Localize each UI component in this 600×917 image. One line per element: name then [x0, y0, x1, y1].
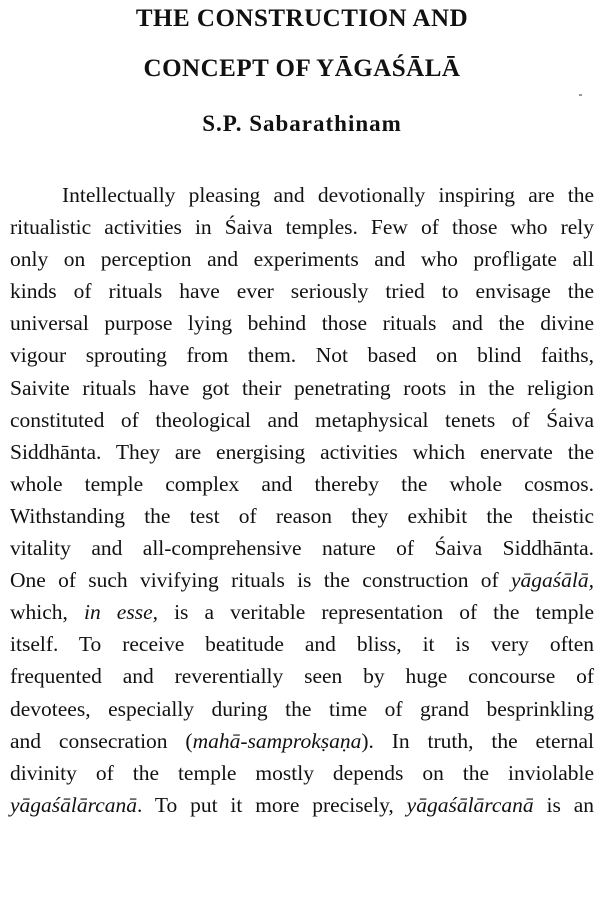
text-line: devotees, especially during the time of grand besprinkling: [10, 696, 594, 721]
text-fragment: ). In truth, the eternal: [361, 728, 594, 753]
text-fragment: is a veritable representation of the temple: [174, 600, 595, 625]
page-speck: [579, 94, 582, 96]
text-line: [10, 725, 594, 757]
text-line: Withstanding the test of reason they exhibit the theistic: [10, 503, 594, 528]
text-line: [10, 789, 594, 821]
text-line: universal purpose lying behind those rituals and the divine: [10, 311, 594, 336]
text-fragment: is an: [546, 792, 595, 817]
text-line: vitality and all-comprehensive nature of Śaiva Siddhānta.: [10, 536, 594, 561]
text-line: Saivite rituals have got their penetrating roots in the religion: [10, 375, 594, 400]
text-fragment: and consecration (: [10, 728, 193, 753]
chapter-title: [10, 0, 594, 94]
text-line: itself. To receive beatitude and bliss, it is very often: [10, 632, 594, 657]
italic-term: in esse,: [84, 600, 158, 625]
body-paragraph: [10, 179, 594, 821]
text-line: [10, 596, 594, 628]
text-line: frequented and reverentially seen by huge concourse of: [10, 664, 594, 689]
text-line: ritualistic activities in Śaiva temples. Few of those who rely: [10, 215, 594, 240]
text-line: constituted of theological and metaphysical tenets of Śaiva: [10, 407, 594, 432]
text-fragment: which,: [10, 600, 68, 625]
text-line: divinity of the temple mostly depends on the inviolable: [10, 760, 594, 785]
text-line: Intellectually pleasing and devotionally inspiring are the: [62, 183, 594, 207]
text-line: only on perception and experiments and who profligate all: [10, 247, 594, 272]
text-line: whole temple complex and thereby the whole cosmos.: [10, 471, 594, 496]
italic-term: mahā-samprokṣaṇa: [192, 728, 362, 753]
italic-term: yāgaśālārcanā: [10, 792, 137, 817]
text-line: [10, 564, 594, 596]
text-line: kinds of rituals have ever seriously tried to envisage the: [10, 279, 594, 304]
text-line: vigour sprouting from them. Not based on blind faiths,: [10, 343, 594, 368]
chapter-title-line-2: CONCEPT OF YĀGAŚĀLĀ: [143, 55, 461, 82]
italic-term: yāgaśālārcanā: [406, 792, 534, 817]
italic-term: yāgaśālā,: [510, 568, 594, 593]
chapter-title-line-1: THE CONSTRUCTION AND: [135, 5, 469, 32]
text-fragment: One of such vivifying rituals is the construction of: [10, 568, 499, 593]
text-line: Siddhānta. They are energising activities which enervate the: [10, 439, 594, 464]
author-name: S.P. Sabarathinam: [202, 111, 402, 136]
text-fragment: . To put it more precisely,: [137, 792, 394, 817]
